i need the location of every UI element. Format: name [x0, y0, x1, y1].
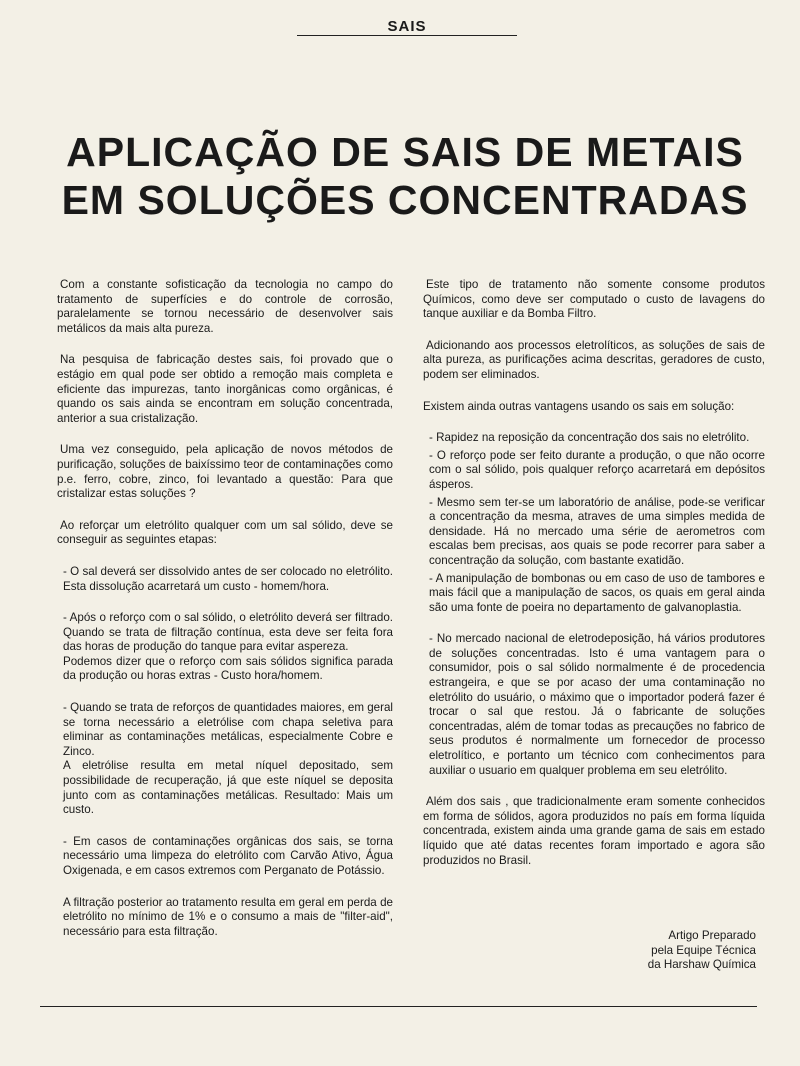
title-line-2: EM SOLUÇÕES CONCENTRADAS	[61, 177, 749, 223]
title-line-1: APLICAÇÃO DE SAIS DE METAIS	[66, 129, 744, 175]
paragraph: Existem ainda outras vantagens usando os sais em solução:	[423, 399, 735, 413]
list-item: - Após o reforço com o sal sólido, o eletrólito deverá ser filtrado. Quando se trata de filtração contínua, esta deve ser feita fora das horas de produção do tanque para evitar aspereza.	[63, 611, 393, 654]
list-item: - O sal deverá ser dissolvido antes de ser colocado no eletrólito. Esta dissolução acarretará um custo - homem/hora.	[63, 564, 393, 593]
right-column	[423, 278, 765, 885]
list-item: - Rapidez na reposição da concentração dos sais no eletrólito.	[429, 431, 750, 445]
list-item: - No mercado nacional de eletrodeposição, há vários produtores de soluções concentradas. Isto é uma vantagem para o consumidor, pois o sal sólido normalmente é de procedencia estrangeira, e que se por acaso der uma contaminação no eletrólito do usuário, o máximo que o importador poderá fazer é trocar o sal que restou. Já o fabricante de soluções concentradas, além de tomar todas as precauções no fabrico de seus produtos é normalmente um fornecedor de processo eletrolítico, e portanto um técnico com conhecimentos para auxiliar o usuario em qualquer problema em seu eletrólito.	[429, 632, 765, 777]
paragraph: A filtração posterior ao tratamento resulta em geral em perda de eletrólito no mínimo de 1% e o consumo a mais de "filter-aid", necessário para esta filtração.	[63, 895, 393, 938]
paragraph: Na pesquisa de fabricação destes sais, foi provado que o estágio em qual pode ser obtido a remoção mais completa e eficiente das impurezas, tanto inorgânicas como orgânicas, é quando os sais ainda se encontram em solução concentrada, anterior a sua cristalização.	[57, 353, 393, 425]
paragraph: Ao reforçar um eletrólito qualquer com um sal sólido, deve se conseguir as seguintes etapas:	[57, 518, 393, 547]
article-title	[40, 128, 770, 224]
paragraph: Além dos sais , que tradicionalmente eram somente conhecidos em forma de sólidos, agora produzidos no país em forma líquida concentrada, existem ainda uma grande gama de sais em estado líquido que até datas recentes foram importado e agora são produzidos no Brasil.	[423, 795, 765, 867]
list-item: - Em casos de contaminações orgânicas dos sais, se torna necessário uma limpeza do eletrólito com Carvão Ativo, Água Oxigenada, e em casos extremos com Perganato de Potássio.	[63, 834, 393, 877]
credit-line: pela Equipe Técnica	[651, 943, 756, 957]
list-item: - A manipulação de bombonas ou em caso de uso de tambores e mais fácil que a manipulação de sacos, os quais em geral ainda são uma fonte de poeira no departamento de galvanoplastia.	[429, 571, 765, 614]
list-item-continuation: Podemos dizer que o reforço com sais sólidos significa parada da produção ou horas extras - Custo hora/homem.	[63, 654, 393, 683]
paragraph: Com a constante sofisticação da tecnologia no campo do tratamento de superfícies e do controle de corrosão, paralelamente se tornou necessário de desenvolver sais metálicos da mais alta pureza.	[57, 278, 393, 335]
list-item: - Quando se trata de reforços de quantidades maiores, em geral se torna necessário a eletrólise com chapa seletiva para eliminar as contaminações metálicas, especialmente Cobre e Zinco.	[63, 701, 393, 758]
list-item: - Mesmo sem ter-se um laboratório de análise, pode-se verificar a concentração da mesma, atraves de uma simples medida de densidade. Há no mercado uma série de aerometros com escalas bem precisas, aos quais se pode recorrer para saber a concentração da solução, com bastante exatidão.	[429, 495, 765, 567]
section-label: SAIS	[387, 18, 427, 35]
left-column	[57, 278, 393, 956]
article-credits	[560, 929, 756, 973]
paragraph: Uma vez conseguido, pela aplicação de novos métodos de purificação, soluções de baixíssimo teor de contaminações como p.e. ferro, cobre, zinco, foi levantado a questão: Para que cristalizar estas soluções ?	[57, 443, 393, 501]
paragraph: Este tipo de tratamento não somente consome produtos Químicos, como deve ser computado o custo de lavagens do tanque auxiliar e da Bomba Filtro.	[423, 278, 765, 321]
list-item-continuation: A eletrólise resulta em metal níquel depositado, sem possibilidade de recuperação, já que este níquel se deposita junto com as contaminações metálicas. Resultado: Mais um custo.	[63, 759, 393, 817]
paragraph: Adicionando aos processos eletrolíticos, as soluções de sais de alta pureza, as purificações acima descritas, geradores de custo, podem ser eliminados.	[423, 338, 765, 381]
footer-rule	[40, 1006, 757, 1007]
list-item: - O reforço pode ser feito durante a produção, o que não ocorre com o sal sólido, pois qualquer reforço acarretará em depósitos ásperos.	[429, 448, 765, 491]
header-rule	[297, 35, 517, 36]
credit-line: da Harshaw Química	[647, 958, 756, 972]
credit-line: Artigo Preparado	[668, 929, 756, 942]
